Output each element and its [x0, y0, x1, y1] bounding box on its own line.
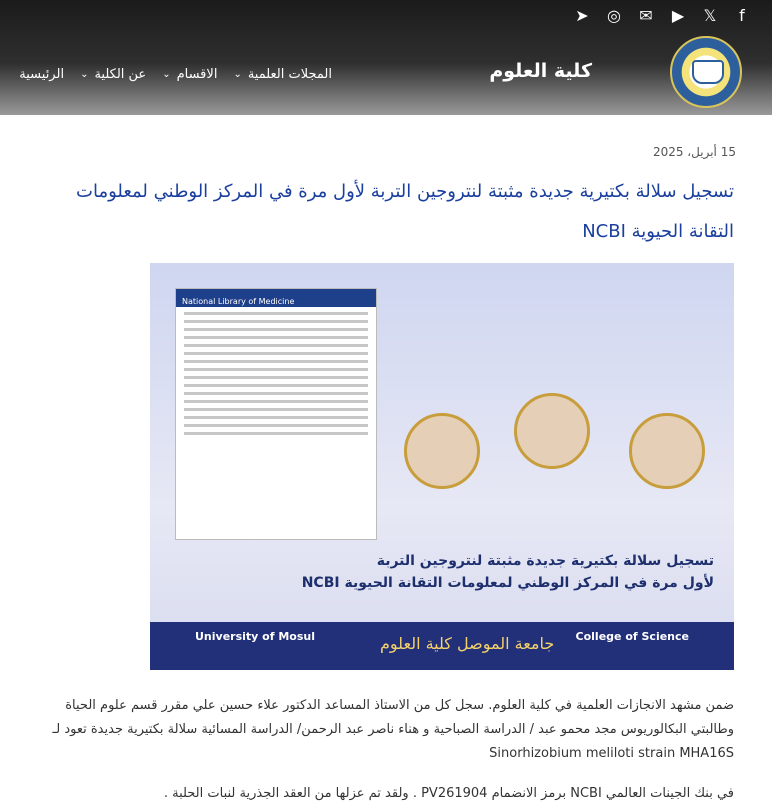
social-icons-bar: [0, 5, 772, 27]
main-nav: [19, 64, 332, 84]
site-title[interactable]: كلية العلوم: [489, 60, 592, 82]
avatar: [514, 393, 590, 469]
ncbi-document-screenshot: [175, 288, 377, 540]
nav-item-label: عن الكلية: [94, 66, 147, 82]
band-university-label: University of Mosul: [195, 630, 315, 643]
post-title[interactable]: تسجيل سلالة بكتيرية جديدة مثبتة لنتروجين التربة لأول مرة في المركز الوطني لمعلومات التقانة الحيوية NCBI: [76, 181, 734, 242]
college-logo[interactable]: [670, 36, 742, 108]
nav-item-label: الرئيسية: [19, 66, 65, 82]
post-date: 15 أبريل، 2025: [652, 145, 736, 159]
researcher-photos: [404, 393, 724, 513]
site-header: [0, 0, 772, 115]
nav-item-about[interactable]: [80, 64, 146, 84]
facebook-icon[interactable]: f: [739, 5, 745, 25]
email-icon[interactable]: ✉: [639, 5, 653, 25]
nav-item-label: المجلات العلمية: [247, 66, 332, 82]
instagram-icon[interactable]: ◎: [607, 5, 621, 25]
ncbi-header-label: National Library of Medicine: [182, 297, 295, 306]
avatar: [404, 413, 480, 489]
ncbi-header-bar: [176, 289, 376, 307]
post-paragraph: ضمن مشهد الانجازات العلمية في كلية العلوم. سجل كل من الاستاذ المساعد الدكتور علاء حسين علي مقرر قسم علوم الحياة وطالبتي البكالوريوس مجد محمو عبد / الدراسة الصباحية و هناء ناصر عبد الرحمن/ الدراسة المسائية سلالة بكتيرية جديدة تعود لـ Sinorhizobium meliloti strain MHA16S: [52, 698, 734, 761]
chevron-down-icon: ⌄: [80, 68, 89, 80]
post-paragraph: في بنك الجينات العالمي NCBI برمز الانضمام PV261904 . ولقد تم عزلها من العقد الجذرية لنبات الحلبة .: [163, 786, 734, 801]
nav-item-label: الاقسام: [176, 66, 218, 82]
hero-caption-line1: تسجيل سلالة بكتيرية جديدة مثبتة لنتروجين التربة: [376, 553, 714, 569]
telegram-icon[interactable]: ➤: [575, 5, 589, 25]
nav-item-home[interactable]: [19, 64, 64, 84]
band-college-label: College of Science: [575, 630, 689, 643]
chevron-down-icon: ⌄: [233, 68, 242, 80]
avatar: [629, 413, 705, 489]
x-icon[interactable]: 𝕏: [703, 5, 717, 25]
post-featured-image: [150, 263, 734, 670]
band-center-calligraphy: جامعة الموصل كلية العلوم: [380, 634, 555, 653]
youtube-icon[interactable]: ▶: [671, 5, 685, 25]
hero-caption-line2: لأول مرة في المركز الوطني لمعلومات التقانة الحيوية NCBI: [301, 575, 714, 591]
nav-item-journals[interactable]: [233, 64, 332, 84]
hero-footer-band: [150, 622, 734, 670]
chevron-down-icon: ⌄: [162, 68, 171, 80]
nav-item-departments[interactable]: [162, 64, 217, 84]
